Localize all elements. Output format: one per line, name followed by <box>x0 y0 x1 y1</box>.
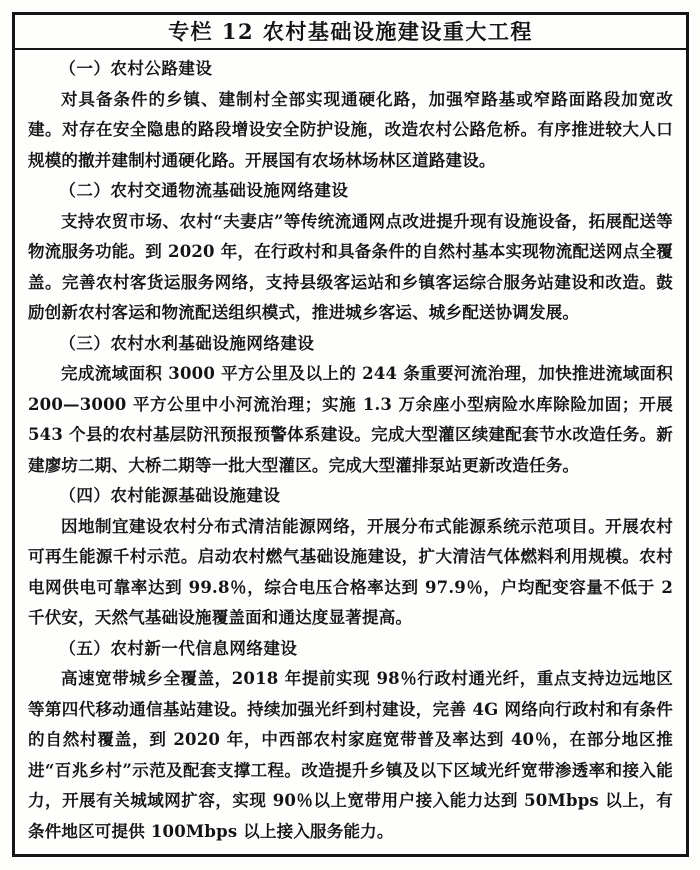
section-heading: （五）农村新一代信息网络建设 <box>59 638 298 658</box>
section-2 <box>28 176 673 329</box>
column-box <box>12 12 689 857</box>
section-heading: （一）农村公路建设 <box>59 59 213 78</box>
section-heading: （三）农村水利基础设施网络建设 <box>59 333 315 353</box>
section-paragraph: 支持农贸市场、农村“夫妻店”等传统流通网点改进提升现有设施设备，拓展配送等物流服务功能。到 2020 年，在行政村和具备条件的自然村基本实现物流配送网点全覆盖。完善农村客货运服务网络，支持县级客运站和乡镇客运综合服务站建设和改造。鼓励创新农村客运和物流配送组织模式，推进城乡客运、城乡配送协调发展。 <box>28 211 673 322</box>
section-heading: （二）农村交通物流基础设施网络建设 <box>59 181 349 200</box>
section-1 <box>28 54 673 176</box>
section-paragraph: 对具备条件的乡镇、建制村全部实现通硬化路，加强窄路基或窄路面路段加宽改建。对存在安全隐患的路段增设安全防护设施，改造农村公路危桥。有序推进较大人口规模的撤并建制村通硬化路。开展国有农场林场林区道路建设。 <box>28 89 673 170</box>
section-heading: （四）农村能源基础设施建设 <box>59 486 281 505</box>
section-paragraph: 因地制宜建设农村分布式清洁能源网络，开展分布式能源系统示范项目。开展农村可再生能源千村示范。启动农村燃气基础设施建设，扩大清洁气体燃料利用规模。农村电网供电可靠率达到 99.8％，综合电压合格率达到 97.9％，户均配变容量不低于 2 千伏安，天然气基础设施覆盖面和通达度显著提高。 <box>28 516 673 627</box>
section-5 <box>28 634 673 848</box>
section-3 <box>28 329 673 482</box>
section-paragraph: 完成流域面积 3000 平方公里及以上的 244 条重要河流治理，加快推进流域面积 200—3000 平方公里中小河流治理；实施 1.3 万余座小型病险水库除险加固；开展 543 个县的农村基层防汛预报预警体系建设。完成大型灌区续建配套节水改造任务。新建廖坊二期、大桥二期等一批大型灌区。完成大型灌排泵站更新改造任务。 <box>28 364 673 475</box>
column-body <box>15 50 686 847</box>
section-4 <box>28 481 673 634</box>
column-title: 专栏 12 农村基础设施建设重大工程 <box>15 15 686 50</box>
section-paragraph: 高速宽带城乡全覆盖，2018 年提前实现 98％行政村通光纤，重点支持边远地区等第四代移动通信基站建设。持续加强光纤到村建设，完善 4G 网络向行政村和有条件的自然村覆盖，到 2020 年，中西部农村家庭宽带普及率达到 40％，在部分地区推进“百兆乡村”示范及配套支撑工程。改造提升乡镇及以下区域光纤宽带渗透率和接入能力，开展有关城域网扩容，实现 90％以上宽带用户接入能力达到 50Mbps 以上，有条件地区可提供 100Mbps 以上接入服务能力。 <box>28 669 673 841</box>
